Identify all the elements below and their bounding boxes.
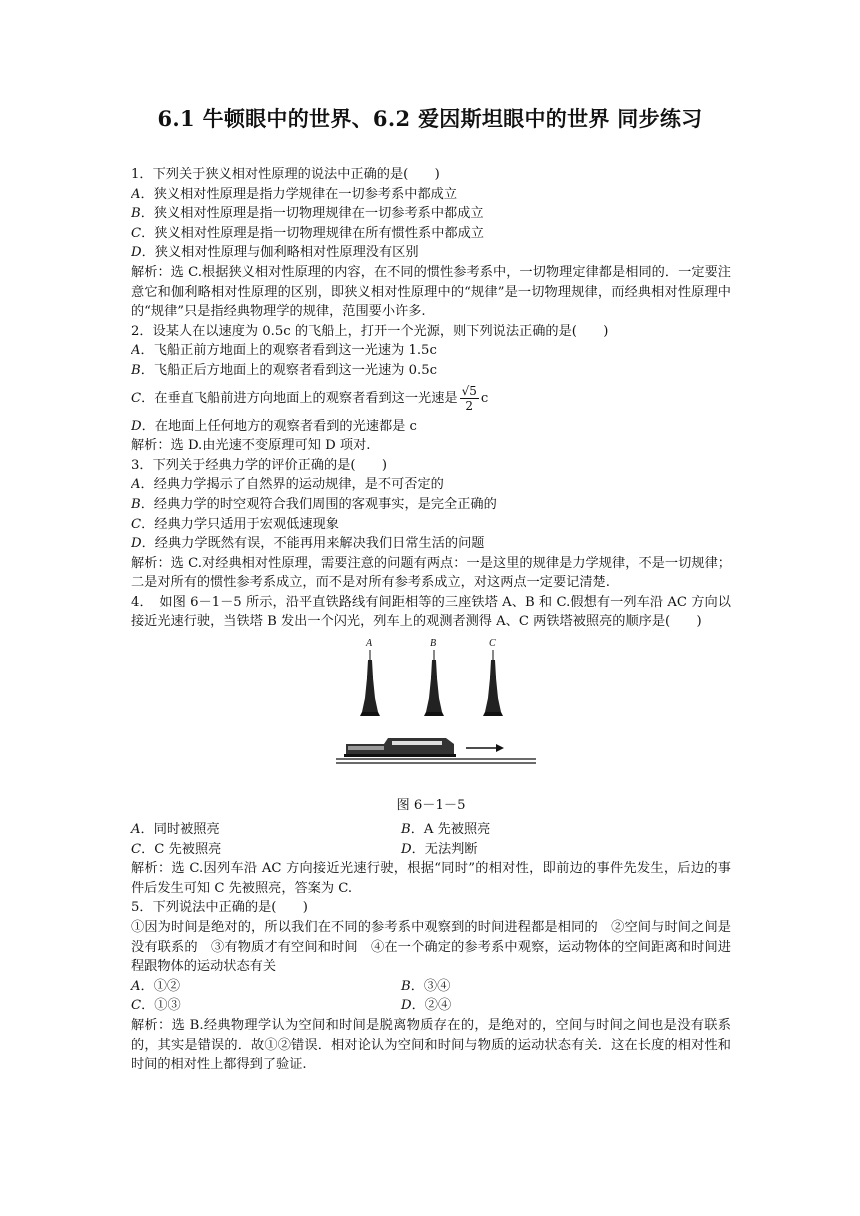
arrow-icon [466,744,504,752]
q3-option-b [131,495,731,515]
q3-analysis: 解析：选 C.对经典相对性原理，需要注意的问题有两点：一是这里的规律是力学规律，不是一切规律；二是对所有的惯性参考系成立，而不是对所有参考系成立，对这两点一定要记清楚. [131,555,731,591]
q5-statements: ①因为时间是绝对的，所以我们在不同的参考系中观察到的时间进程都是相同的 ②空间与时间之间是没有联系的 ③有物质才有空间和时间 ④在一个确定的参考系中观察，运动物体的空间距离和时间进程跟物体的运动状态有关 [131,920,731,975]
option-text: ．C 先被照亮 [141,841,222,857]
option-letter: D [131,418,142,434]
option-text: ．A 先被照亮 [410,822,491,838]
option-text: ．在地面上任何地方的观察者看到的光速都是 c [141,418,417,434]
q1-analysis: 解析：选 C.根据狭义相对性原理的内容，在不同的惯性参考系中，一切物理定律都是相同的．一定要注意它和伽利略相对性原理的区别，即狭义相对性原理中的“规律”是一切物理规律，而经典相对性原理中的“规律”只是指经典物理学的规律，范围要小许多. [131,264,731,320]
tower-label-c: C [489,638,496,650]
option-letter: C [131,225,142,241]
q4-option-b [401,820,671,840]
option-text: ．飞船正前方地面上的观察者看到这一光速为 1.5c [140,343,437,359]
option-letter: D [131,536,142,552]
q2-stem: 2．设某人在以速度为 0.5c 的飞船上，打开一个光源，则下列说法正确的是( ) [131,323,609,339]
option-letter: B [131,362,141,378]
q4-option-d [401,840,671,860]
figure-towers-train [131,632,731,820]
option-letter: D [401,998,412,1014]
railway-track [336,759,536,763]
tower-label-a: A [366,638,373,650]
option-text: ．狭义相对性原理是指力学规律在一切参考系中都成立 [140,186,458,202]
tower-a [360,650,380,716]
q5-options-row-1 [131,977,731,997]
tower-label-b: B [430,638,437,650]
q5-option-d [401,996,671,1016]
question-2 [131,322,731,456]
worksheet-content [131,165,731,1075]
q4-options-row-1 [131,820,731,840]
option-letter: C [131,841,142,857]
option-text: ．同时被照亮 [140,822,220,838]
q5-option-a [131,977,401,997]
q3-option-a [131,475,731,495]
q2-option-d [131,417,731,437]
fraction-suffix: c [480,390,489,406]
tower-c [483,650,503,716]
option-letter: B [401,978,411,994]
page-title: 6.1 牛顿眼中的世界、6.2 爱因斯坦眼中的世界 同步练习 [157,106,703,131]
q1-option-c [131,224,731,244]
option-text: ．经典力学只适用于宏观低速现象 [141,516,339,532]
option-text: ．经典力学既然有误，不能再用来解决我们日常生活的问题 [141,536,485,552]
option-text: ．狭义相对性原理是指一切物理规律在所有惯性系中都成立 [141,225,484,241]
option-letter: B [401,822,411,838]
option-text: ．①② [140,978,181,994]
option-letter: D [131,245,142,261]
q5-stem: 5．下列说法中正确的是( ) [131,900,308,916]
q2-option-b [131,361,731,381]
question-1 [131,165,731,322]
option-letter: A [131,186,141,202]
option-text: ．经典力学揭示了自然界的运动规律，是不可否定的 [140,477,444,493]
option-text: ．狭义相对性原理是指一切物理规律在一切参考系中都成立 [140,206,484,222]
tower-b [424,650,444,716]
q4-stem: 4． 如图 6－1－5 所示，沿平直铁路线有间距相等的三座铁塔 A、B 和 C.假想有一列车沿 AC 方向以接近光速行驶，当铁塔 B 发出一个闪光，列车上的观测者测得 A、C 两铁塔被照亮的顺序是( ) [131,594,731,630]
q3-option-c [131,515,731,535]
option-text: ．无法判断 [411,841,478,857]
option-text: ．③④ [410,978,451,994]
option-letter: C [131,390,142,406]
option-letter: C [131,516,142,532]
question-3 [131,456,731,593]
q4-analysis: 解析：选 C.因列车沿 AC 方向接近光速行驶，根据“同时”的相对性，即前边的事件先发生，后边的事件后发生可知 C 先被照亮，答案为 C. [131,861,731,896]
option-letter: C [131,998,142,1014]
q1-stem: 1．下列关于狭义相对性原理的说法中正确的是( ) [131,167,440,182]
option-text: ．在垂直飞船前进方向地面上的观察者看到这一光速是 [141,390,458,406]
q4-options-row-2 [131,840,731,860]
q1-option-d [131,243,731,263]
option-letter: A [131,477,141,493]
fraction-denominator: 2 [465,398,474,413]
option-text: ．①③ [141,998,181,1014]
option-letter: D [401,841,412,857]
q1-option-a [131,185,731,205]
q3-option-d [131,534,731,554]
q2-analysis: 解析：选 D.由光速不变原理可知 D 项对. [131,438,371,454]
train [344,738,456,757]
option-letter: A [131,343,141,359]
option-text: ．②④ [411,998,452,1014]
option-letter: B [131,496,141,512]
fraction [460,384,479,413]
fraction-numerator: √5 [461,383,477,398]
q2-option-c [131,381,731,417]
q1-option-b [131,204,731,224]
q5-option-c [131,996,401,1016]
figure-caption: 图 6－1－5 [396,798,466,814]
q2-option-a [131,341,731,361]
question-4 [131,593,731,899]
option-text: ．飞船正后方地面上的观察者看到这一光速为 0.5c [140,362,438,378]
question-5 [131,898,731,1074]
towers-train-illustration [326,638,541,798]
q5-options-row-2 [131,996,731,1016]
q3-stem: 3．下列关于经典力学的评价正确的是( ) [131,457,388,473]
option-text: ．狭义相对性原理与伽利略相对性原理没有区别 [141,245,419,261]
q5-option-b [401,977,671,997]
q4-option-a [131,820,401,840]
option-text: ．经典力学的时空观符合我们周围的客观事实，是完全正确的 [140,496,497,512]
option-letter: A [131,822,141,838]
option-letter: A [131,978,141,994]
option-letter: B [131,206,141,222]
q5-analysis: 解析：选 B.经典物理学认为空间和时间是脱离物质存在的，是绝对的，空间与时间之间也是没有联系的，其实是错误的．故①②错误．相对论认为空间和时间与物质的运动状态有关．这在长度的相对性和时间的相对性上都得到了验证. [131,1018,731,1073]
q4-option-c [131,840,401,860]
